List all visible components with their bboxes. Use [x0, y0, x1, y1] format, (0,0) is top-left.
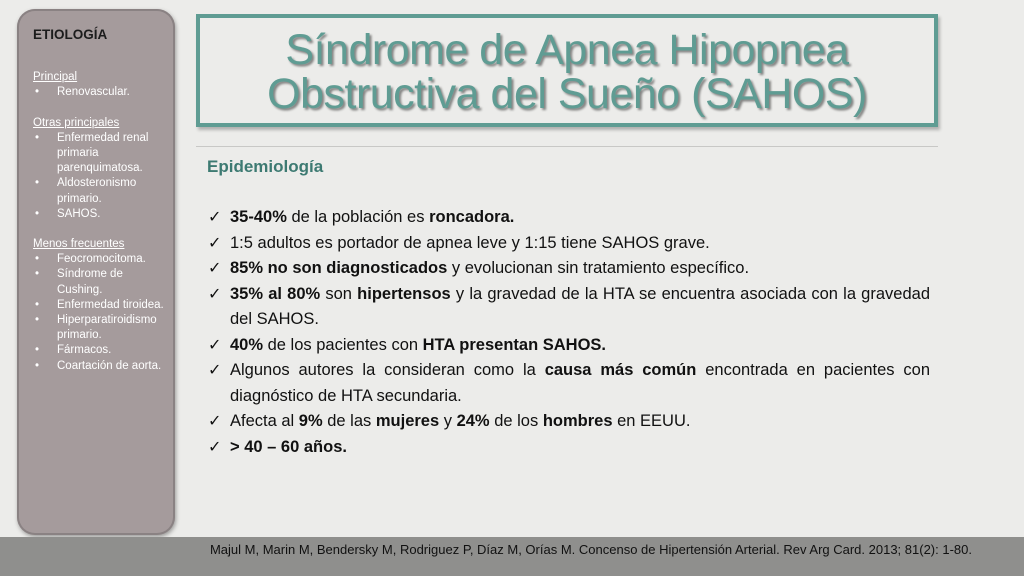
sidebar-title: ETIOLOGÍA: [33, 27, 108, 42]
sidebar-item: • Coartación de aorta.: [33, 359, 167, 374]
slide-title-line1: Síndrome de Apnea Hipopnea: [285, 26, 849, 74]
check-icon: ✓: [208, 336, 222, 354]
bullet-item: ✓ Algunos autores la consideran como la causa más común encontrada en pacientes con diagnóstico de HTA secundaria.: [208, 358, 930, 409]
check-icon: ✓: [208, 413, 222, 430]
sidebar-heading-otras: Otras principales: [33, 116, 120, 129]
slide-title: [200, 28, 934, 116]
sidebar-item: • Feocromocitoma.: [33, 252, 167, 267]
sidebar-item: • Fármacos.: [33, 343, 167, 358]
sidebar-list-menos: [33, 252, 167, 374]
footer-citation: Majul M, Marin M, Bendersky M, Rodriguez P, Díaz M, Orías M. Concenso de Hipertensión Arterial. Rev Arg Card. 2013; 81(2): 1-80.: [209, 542, 972, 557]
bullet-item: ✓ 1:5 adultos es portador de apnea leve y 1:15 tiene SAHOS grave.: [208, 231, 930, 257]
sidebar-item: • Hiperparatiroidismo primario.: [33, 313, 167, 343]
bullet-item: ✓ 40% de los pacientes con HTA presentan SAHOS.: [208, 333, 930, 359]
check-icon: ✓: [208, 285, 222, 303]
etiology-sidebar: [17, 9, 175, 535]
epidemiology-list: [208, 205, 930, 460]
slide-title-line2: Obstructiva del Sueño (SAHOS): [267, 70, 867, 118]
section-title: Epidemiología: [207, 157, 324, 176]
footer-bar: [0, 537, 1024, 576]
sidebar-item: • Enfermedad renal primaria parenquimatosa.: [33, 131, 167, 177]
check-icon: ✓: [208, 362, 222, 379]
check-icon: ✓: [208, 260, 222, 277]
sidebar-list-otras: [33, 131, 167, 222]
sidebar-item: • Aldosteronismo primario.: [33, 176, 167, 206]
sidebar-heading-principal: Principal: [33, 71, 78, 84]
bullet-item: ✓ 85% no son diagnosticados y evolucionan sin tratamiento específico.: [208, 256, 930, 282]
title-box: [196, 14, 938, 127]
divider: [196, 146, 938, 147]
sidebar-item: • Renovascular.: [33, 85, 167, 100]
bullet-item: ✓ > 40 – 60 años.: [208, 435, 930, 461]
check-icon: ✓: [208, 438, 222, 456]
bullet-item: ✓ Afecta al 9% de las mujeres y 24% de los hombres en EEUU.: [208, 409, 930, 435]
sidebar-item: • Síndrome de Cushing.: [33, 267, 167, 297]
bullet-item: ✓ 35% al 80% son hipertensos y la gravedad de la HTA se encuentra asociada con la gravedad del SAHOS.: [208, 282, 930, 333]
check-icon: ✓: [208, 234, 222, 252]
sidebar-item-highlighted: • SAHOS.: [33, 207, 167, 222]
sidebar-heading-menos: Menos frecuentes: [33, 238, 125, 251]
bullet-item: ✓ 35-40% de la población es roncadora.: [208, 205, 930, 231]
check-icon: ✓: [208, 209, 222, 226]
sidebar-list-principal: [33, 85, 167, 100]
sidebar-item: • Enfermedad tiroidea.: [33, 298, 167, 313]
